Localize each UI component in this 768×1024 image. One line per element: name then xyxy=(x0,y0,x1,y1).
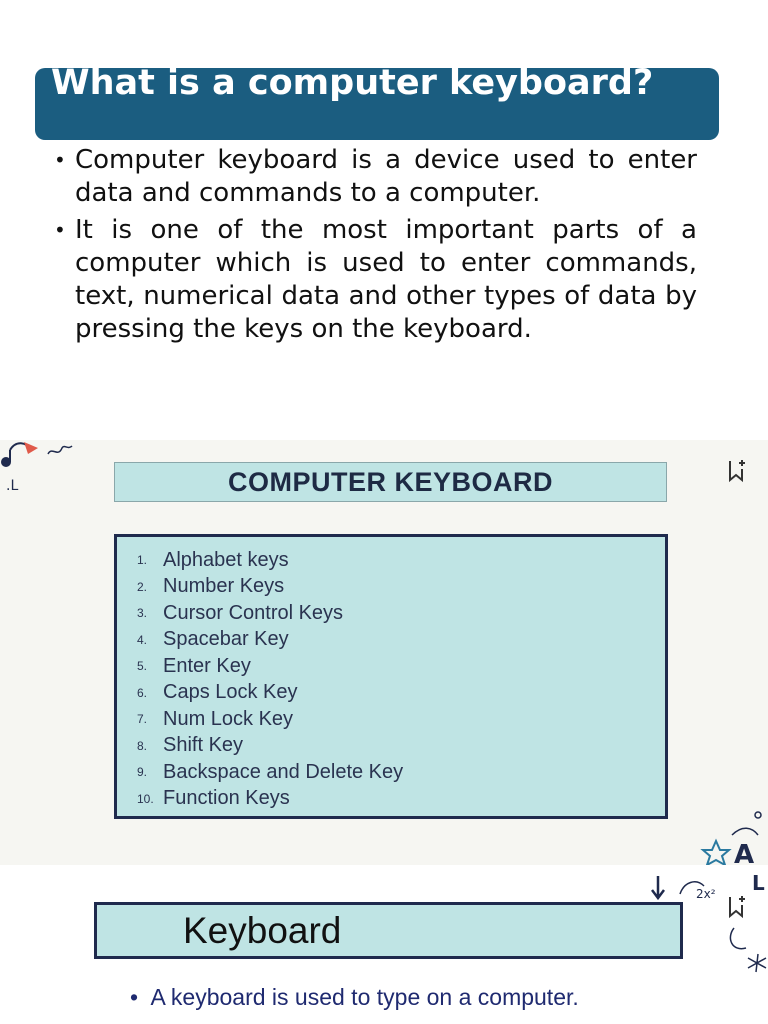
item-number: 2. xyxy=(137,579,148,594)
bullet-item xyxy=(52,214,697,346)
item-number: 1. xyxy=(137,553,148,568)
bookmark-add-icon[interactable] xyxy=(727,894,749,920)
keyboard-title-box xyxy=(114,462,667,502)
svg-text:L: L xyxy=(752,871,765,895)
list-item xyxy=(137,627,665,654)
list-item xyxy=(137,733,665,760)
item-label: Number Keys xyxy=(163,575,285,598)
bullet-marker: • xyxy=(54,218,66,242)
item-number: 5. xyxy=(137,659,148,674)
item-number: 6. xyxy=(137,685,148,700)
slide-keyboard xyxy=(0,868,768,1024)
doodle-decoration-icon xyxy=(0,432,80,502)
list-item xyxy=(137,653,665,680)
bullet-item xyxy=(130,984,579,1011)
slide-what-is-keyboard xyxy=(0,0,768,440)
keyboard-heading: Keyboard xyxy=(183,909,342,951)
item-label: Spacebar Key xyxy=(163,628,289,651)
list-item xyxy=(137,786,665,813)
list-item xyxy=(137,547,665,574)
keyboard-heading-box xyxy=(94,902,683,959)
list-item xyxy=(137,680,665,707)
item-number: 8. xyxy=(137,738,148,753)
bullet-list xyxy=(52,144,697,350)
list-item xyxy=(137,574,665,601)
item-label: Cursor Control Keys xyxy=(163,601,344,624)
bullet-text: Computer keyboard is a device used to enter data and commands to a computer. xyxy=(75,145,697,208)
bullet-item xyxy=(52,144,697,210)
item-label: Num Lock Key xyxy=(163,707,294,730)
item-number: 4. xyxy=(137,632,148,647)
item-number: 9. xyxy=(137,765,148,780)
svg-text:A: A xyxy=(734,840,755,865)
keyboard-types-list xyxy=(137,547,665,812)
list-item xyxy=(137,600,665,627)
slide-computer-keyboard xyxy=(0,440,768,865)
bookmark-add-icon[interactable] xyxy=(727,458,749,484)
bullet-marker: • xyxy=(130,984,139,1010)
item-label: Function Keys xyxy=(163,787,290,810)
item-number: 10. xyxy=(137,791,154,806)
list-item xyxy=(137,759,665,786)
item-label: Caps Lock Key xyxy=(163,681,298,704)
keyboard-types-box xyxy=(114,534,668,819)
keyboard-title: COMPUTER KEYBOARD xyxy=(227,466,553,497)
item-number: 3. xyxy=(137,606,148,621)
item-number: 7. xyxy=(137,712,148,727)
slide-title: What is a computer keyboard? xyxy=(51,68,654,103)
title-bar xyxy=(35,68,719,140)
svg-text:.L: .L xyxy=(6,478,19,494)
svg-text:2x²: 2x² xyxy=(696,887,716,901)
list-item xyxy=(137,706,665,733)
bullet-text: It is one of the most important parts of a computer which is used to enter commands, text, numerical data and other types of data by pressing the keys on the keyboard. xyxy=(75,215,697,344)
item-label: Backspace and Delete Key xyxy=(163,760,404,783)
bullet-text: A keyboard is used to type on a computer. xyxy=(150,984,579,1010)
item-label: Alphabet keys xyxy=(163,548,289,571)
item-label: Enter Key xyxy=(163,654,251,677)
item-label: Shift Key xyxy=(163,734,244,757)
bullet-marker: • xyxy=(54,148,66,172)
doodle-decoration-icon xyxy=(692,805,768,865)
